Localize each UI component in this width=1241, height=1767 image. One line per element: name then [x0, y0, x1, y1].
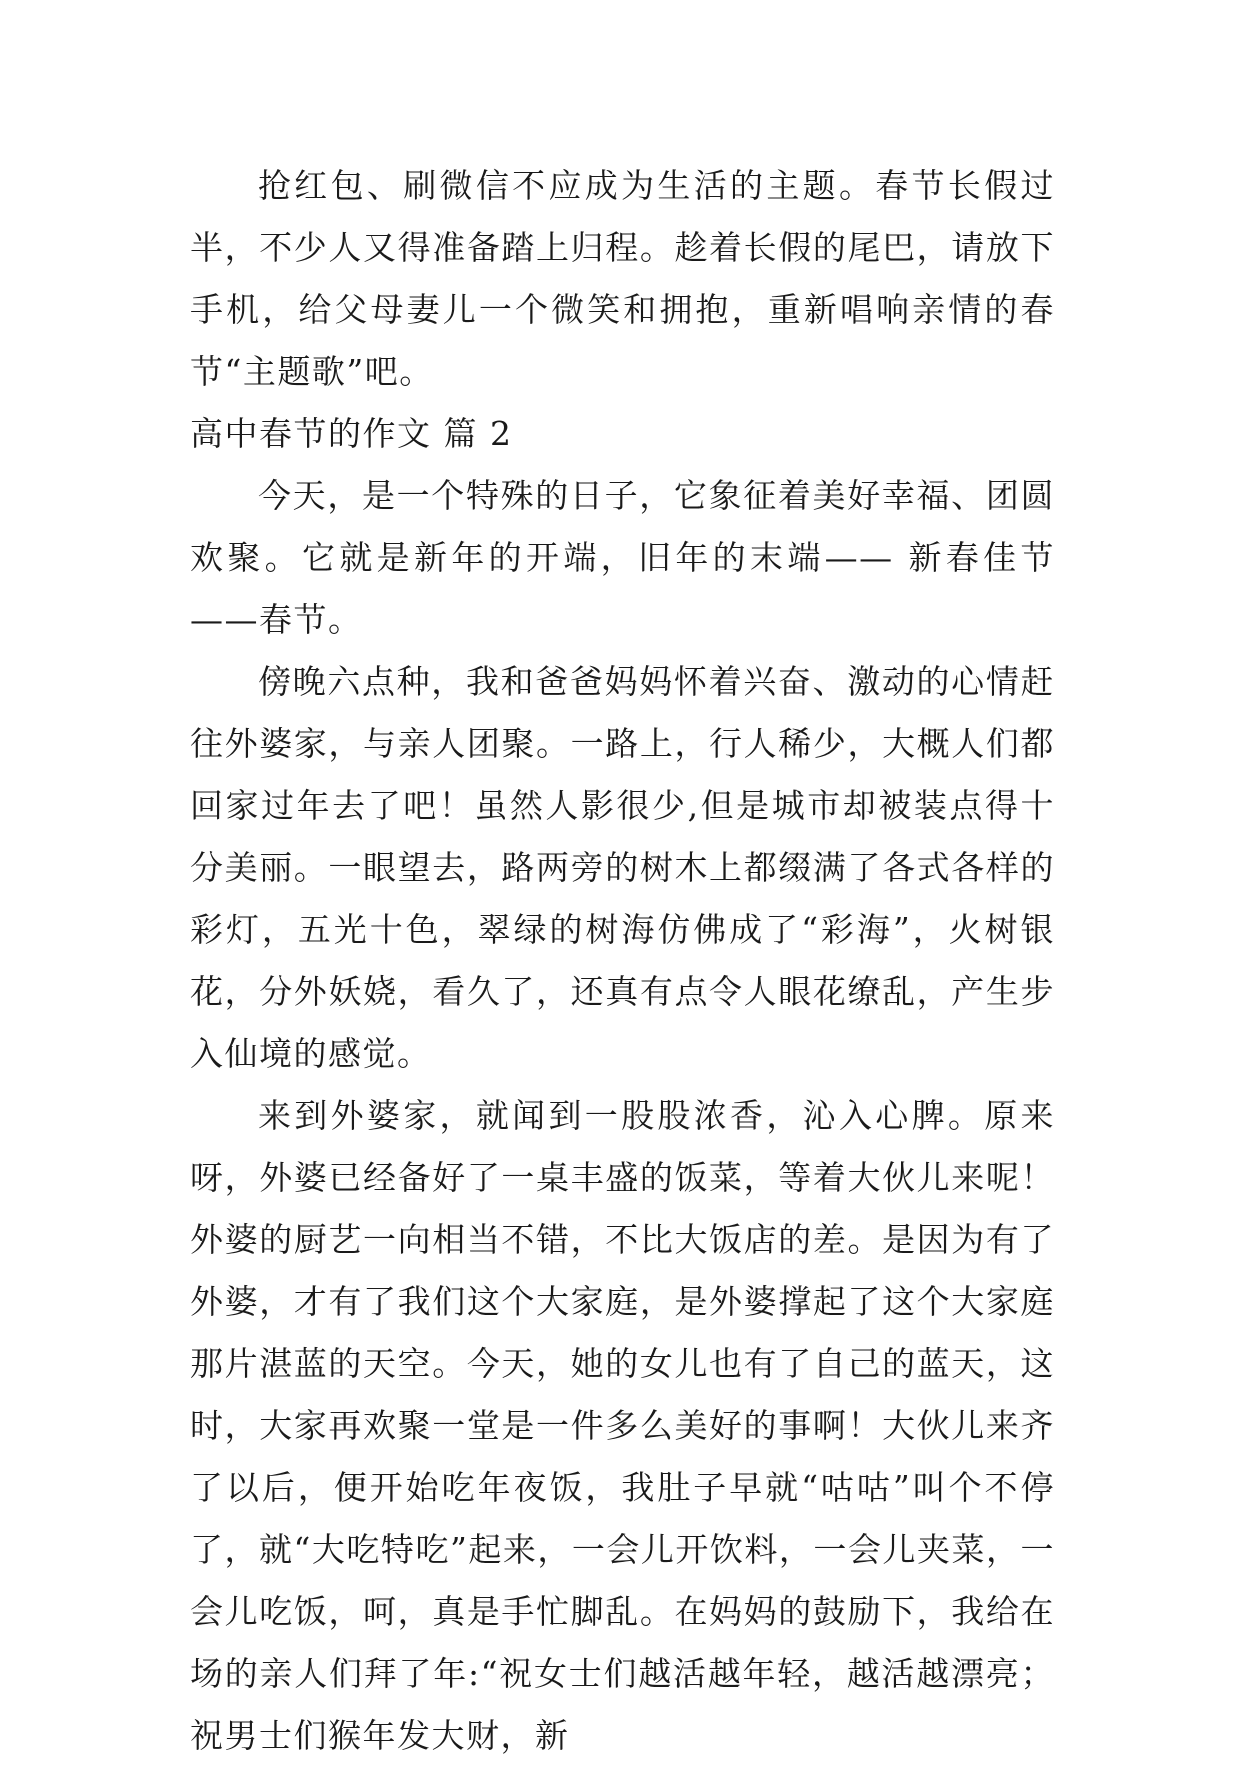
document-page — [190, 155, 1055, 1767]
paragraph-1: 抢红包、刷微信不应成为生活的主题。春节长假过半，不少人又得准备踏上归程。趁着长假的尾巴，请放下手机，给父母妻儿一个微笑和拥抱，重新唱响亲情的春节“主题歌”吧。 — [190, 166, 1055, 391]
section-paragraph-1: 今天，是一个特殊的日子，它象征着美好幸福、团圆欢聚。它就是新年的开端，旧年的末端—— 新春佳节——春节。 — [190, 476, 1055, 639]
section-paragraph-3: 来到外婆家，就闻到一股股浓香，沁入心脾。原来呀，外婆已经备好了一桌丰盛的饭菜，等着大伙儿来呢！外婆的厨艺一向相当不错，不比大饭店的差。是因为有了外婆，才有了我们这个大家庭，是外婆撑起了这个大家庭那片湛蓝的天空。今天，她的女儿也有了自己的蓝天，这时，大家再欢聚一堂是一件多么美好的事啊！大伙儿来齐了以后，便开始吃年夜饭，我肚子早就“咕咕”叫个不停了，就“大吃特吃”起来，一会儿开饮料，一会儿夹菜，一会儿吃饭，呵，真是手忙脚乱。在妈妈的鼓励下，我给在场的亲人们拜了年:“祝女士们越活越年轻，越活越漂亮；祝男士们猴年发大财，新 — [190, 1096, 1055, 1755]
section-paragraph-2: 傍晚六点种，我和爸爸妈妈怀着兴奋、激动的心情赶往外婆家，与亲人团聚。一路上，行人稀少，大概人们都回家过年去了吧！虽然人影很少,但是城市却被装点得十分美丽。一眼望去，路两旁的树木上都缀满了各式各样的彩灯，五光十色，翠绿的树海仿佛成了“彩海”，火树银花，分外妖娆，看久了，还真有点令人眼花缭乱，产生步入仙境的感觉。 — [190, 662, 1055, 1073]
section-heading: 高中春节的作文 篇 2 — [190, 414, 513, 453]
